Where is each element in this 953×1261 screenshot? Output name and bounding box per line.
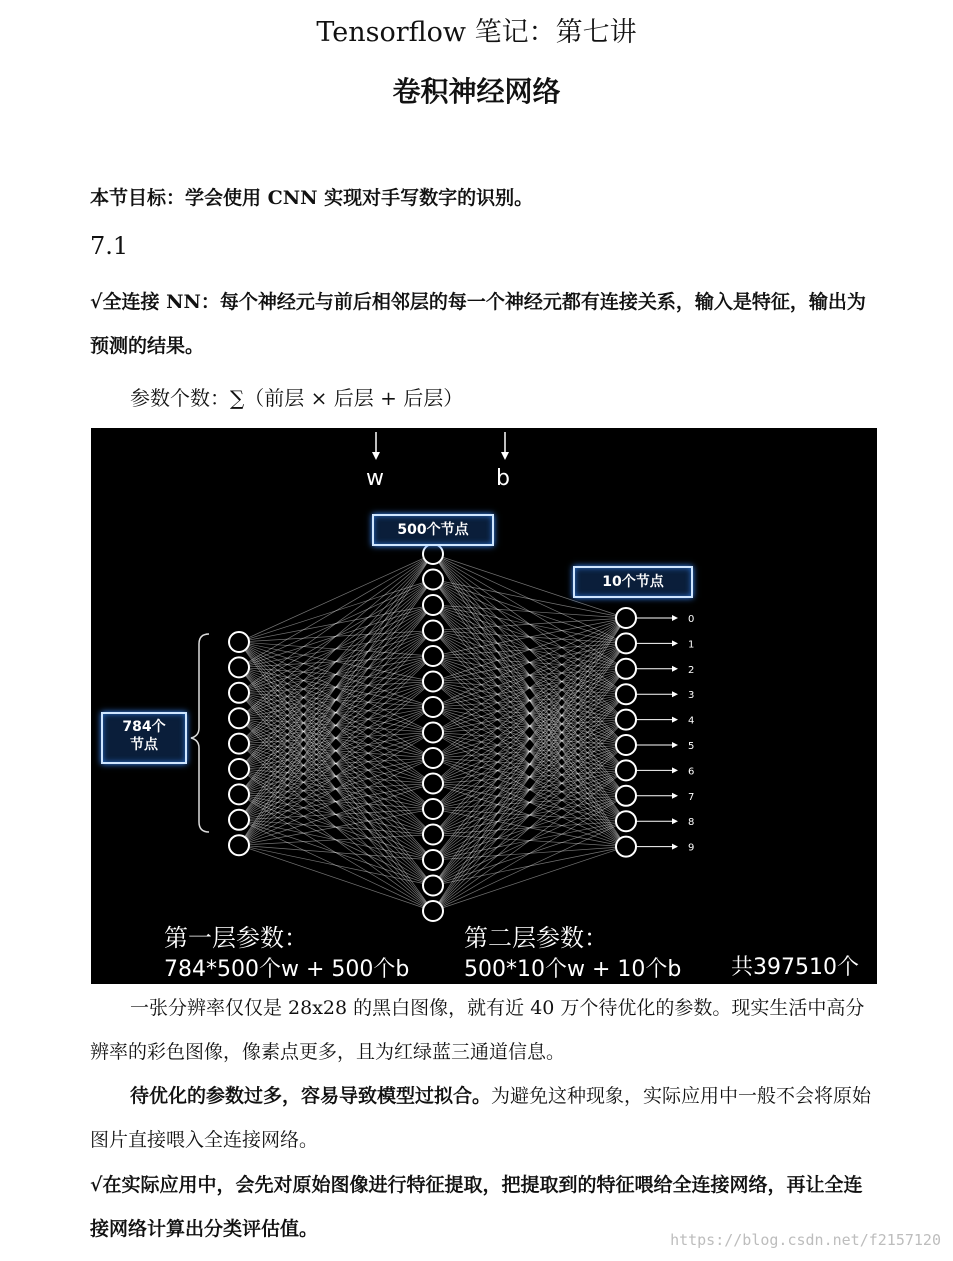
section-number: 7.1 [90,232,129,260]
overfitting-bold: 待优化的参数过多，容易导致模型过拟合。 [130,1085,492,1107]
paragraph-feature-extraction: √在实际应用中，会先对原始图像进行特征提取，把提取到的特征喂给全连接网络，再让全连接网络计算出分类评估值。 [90,1174,863,1240]
layer2-formula: 500*10个w + 10个b [464,957,682,982]
output-node [616,710,636,730]
output-digit-label: 9 [688,842,695,854]
label-b: b [496,466,510,491]
layer1-title: 第一层参数： [164,924,308,952]
parameter-count-formula: 参数个数：∑（前层 × 后层 + 后层） [130,386,464,410]
input-node [229,759,249,779]
hidden-node [423,901,443,921]
output-node [616,735,636,755]
box-500-nodes: 500个节点 [372,514,494,546]
hidden-node [423,621,443,641]
hidden-node [423,748,443,768]
output-node [616,837,636,857]
output-arrowhead [672,742,678,748]
hidden-node [423,697,443,717]
input-bracket [191,634,209,832]
label-w: w [366,466,384,491]
output-arrowhead [672,666,678,672]
paragraph-overfitting [90,1074,880,1162]
hidden-node [423,723,443,743]
output-arrowhead [672,767,678,773]
hidden-node [423,646,443,666]
output-digit-label: 4 [688,715,695,727]
layer2-title: 第二层参数： [464,924,608,952]
hidden-node [423,774,443,794]
input-node [229,810,249,830]
output-node [616,608,636,628]
input-node [229,657,249,677]
hidden-node [423,595,443,615]
output-node [616,633,636,653]
hidden-node [423,672,443,692]
output-digit-label: 1 [688,639,695,651]
output-arrowhead [672,793,678,799]
output-arrowhead [672,717,678,723]
input-node [229,734,249,754]
hidden-node [423,876,443,896]
connections-layer2 [433,554,626,911]
output-node [616,786,636,806]
output-arrowhead [672,615,678,621]
box-784-nodes [101,712,187,764]
output-arrowhead [672,640,678,646]
box-784-line1: 784个 [122,719,166,735]
watermark-url: https://blog.csdn.net/f2157120 [670,1231,941,1249]
arrow-w-head [372,452,380,460]
input-node [229,784,249,804]
input-node [229,708,249,728]
hidden-node [423,570,443,590]
output-digit-label: 5 [688,741,695,752]
neural-network-figure [91,428,877,984]
arrow-b-head [501,452,509,460]
section-goal: 本节目标：学会使用 CNN 实现对手写数字的识别。 [90,187,534,209]
output-arrowhead [672,818,678,824]
network-diagram [91,428,877,984]
document-subtitle: 卷积神经网络 [392,75,561,108]
input-node [229,632,249,652]
document-title: Tensorflow 笔记：第七讲 [316,17,637,48]
box-10-nodes: 10个节点 [573,566,693,598]
output-digit-label: 7 [688,791,695,803]
fully-connected-description: √全连接 NN：每个神经元与前后相邻层的每一个神经元都有连接关系，输入是特征，输出为预测的结果。 [90,291,866,357]
output-node [616,684,636,704]
output-node [616,760,636,780]
paragraph-resolution: 一张分辨率仅仅是 28x28 的黑白图像，就有近 40 万个待优化的参数。现实生活中高分辨率的彩色图像，像素点更多，且为红绿蓝三通道信息。 [90,997,865,1063]
total-params: 共397510个 [731,955,859,980]
output-digit-label: 3 [688,690,695,702]
output-digit-label: 2 [688,664,695,676]
input-node [229,835,249,855]
overfitting-rest: 为避免这种现象，实际应用中一般不会将原始图片直接喂入全连接网络。 [90,1085,872,1151]
hidden-node [423,850,443,870]
hidden-node [423,544,443,564]
hidden-node [423,825,443,845]
layer1-formula: 784*500个w + 500个b [164,957,410,982]
output-node [616,659,636,679]
output-digit-label: 0 [688,614,695,625]
hidden-node [423,799,443,819]
connections-layer1 [239,554,433,911]
output-node [616,811,636,831]
output-digit-label: 8 [688,817,695,829]
output-digit-label: 6 [688,766,695,778]
output-arrowhead [672,844,678,850]
box-784-line2: 节点 [130,737,158,753]
output-arrowhead [672,691,678,697]
input-node [229,683,249,703]
